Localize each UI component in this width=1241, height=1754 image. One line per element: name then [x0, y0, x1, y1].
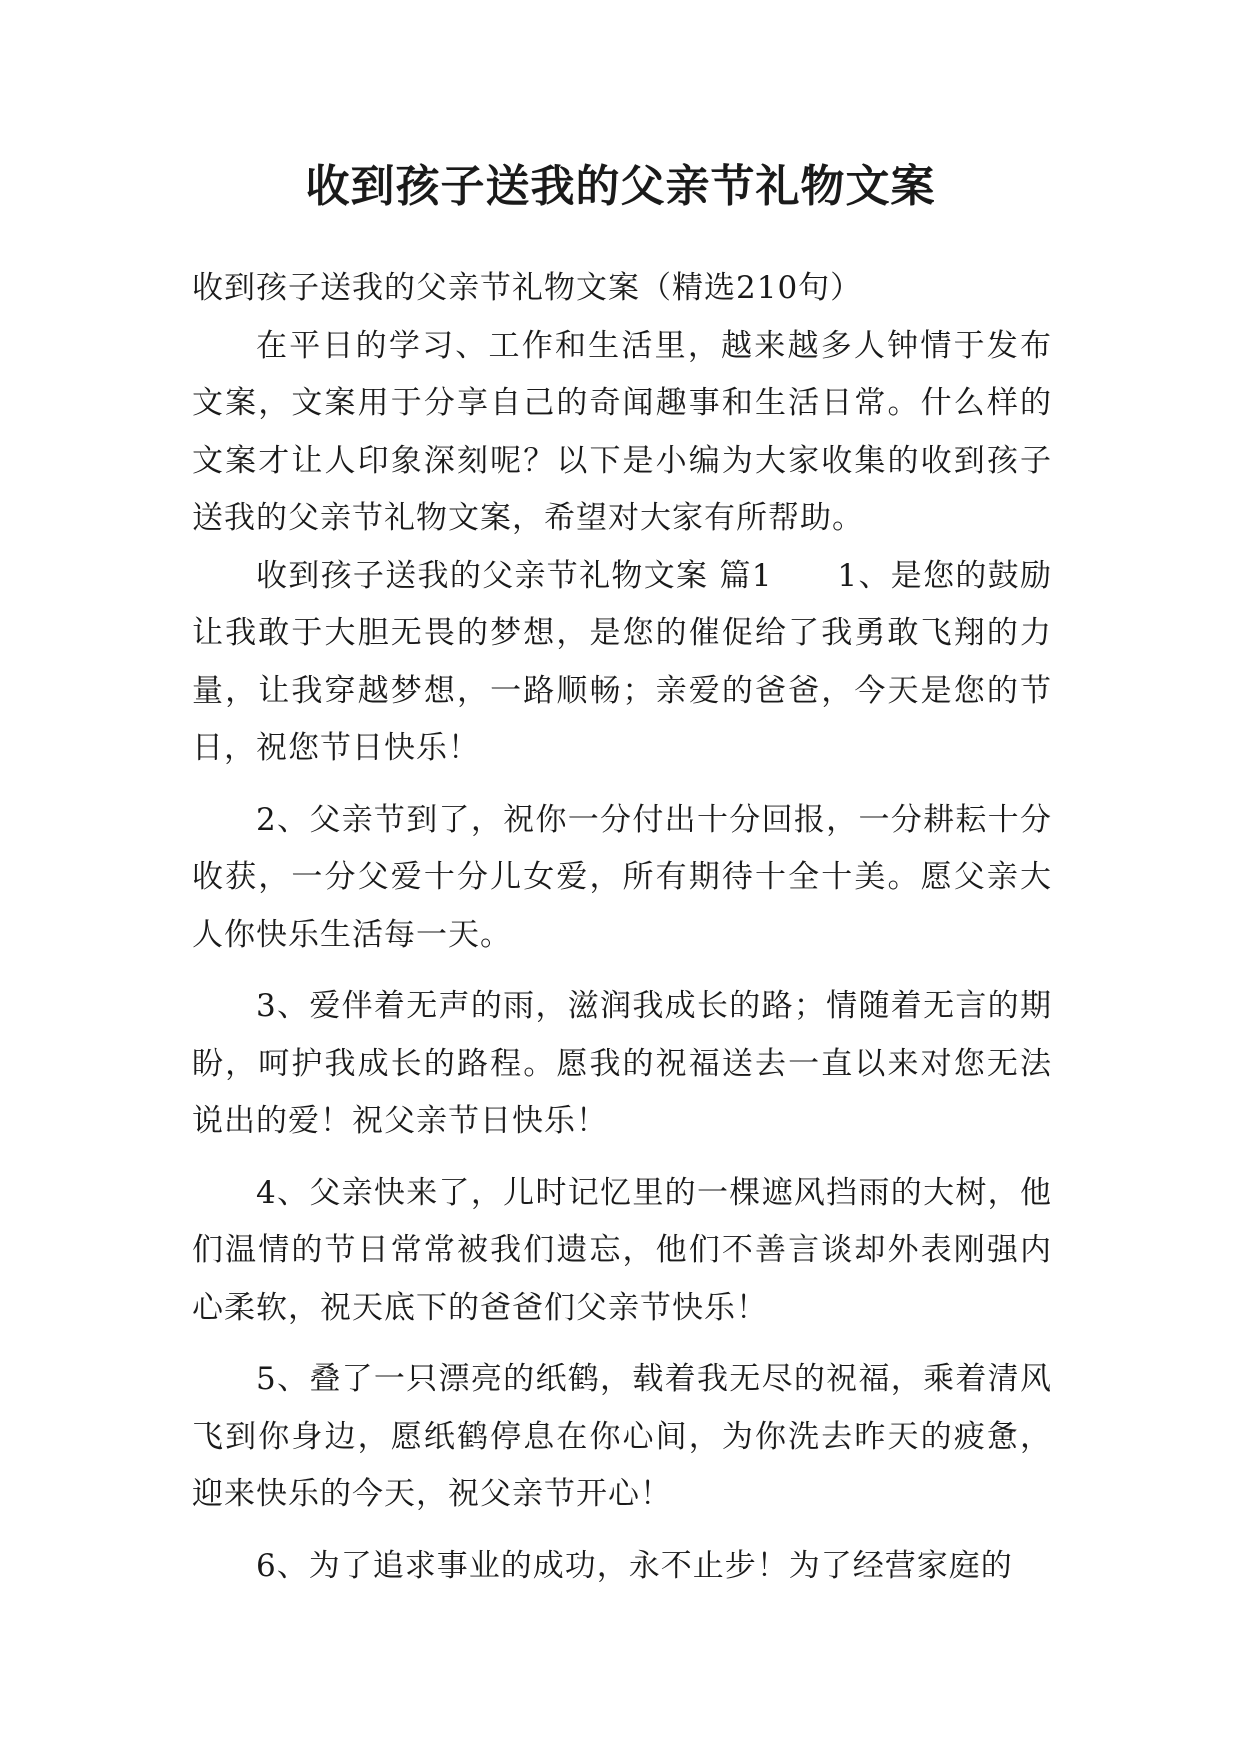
paragraph-6: 6、为了追求事业的成功，永不止步！为了经营家庭的 [256, 1547, 1013, 1584]
paragraph-4: 4、父亲快来了，儿时记忆里的一棵遮风挡雨的大树，他们温情的节日常常被我们遗忘，他们不善言谈却外表刚强内心柔软，祝天底下的爸爸们父亲节快乐！ [192, 1174, 1052, 1326]
document-subtitle: 收到孩子送我的父亲节礼物文案（精选210句） [192, 270, 863, 306]
paragraph-1: 收到孩子送我的父亲节礼物文案 篇1 1、是您的鼓励让我敢于大胆无畏的梦想，是您的催促给了我勇敢飞翔的力量，让我穿越梦想，一路顺畅；亲爱的爸爸，今天是您的节日，祝您节日快乐！ [192, 557, 1052, 766]
paragraph-3: 3、爱伴着无声的雨，滋润我成长的路；情随着无言的期盼，呵护我成长的路程。愿我的祝福送去一直以来对您无法说出的爱！祝父亲节日快乐！ [192, 988, 1052, 1139]
paragraph-5: 5、叠了一只漂亮的纸鹤，载着我无尽的祝福，乘着清风飞到你身边，愿纸鹤停息在你心间，为你洗去昨天的疲惫，迎来快乐的今天，祝父亲节开心！ [192, 1361, 1052, 1512]
document-body [192, 260, 1052, 1595]
paragraph-2: 2、父亲节到了，祝你一分付出十分回报，一分耕耘十分收获，一分父爱十分儿女爱，所有期待十全十美。愿父亲大人你快乐生活每一天。 [192, 801, 1052, 953]
paragraph-intro: 在平日的学习、工作和生活里，越来越多人钟情于发布文案，文案用于分享自己的奇闻趣事和生活日常。什么样的文案才让人印象深刻呢？以下是小编为大家收集的收到孩子送我的父亲节礼物文案，希望对大家有所帮助。 [192, 327, 1052, 536]
document-title: 收到孩子送我的父亲节礼物文案 [305, 161, 936, 212]
